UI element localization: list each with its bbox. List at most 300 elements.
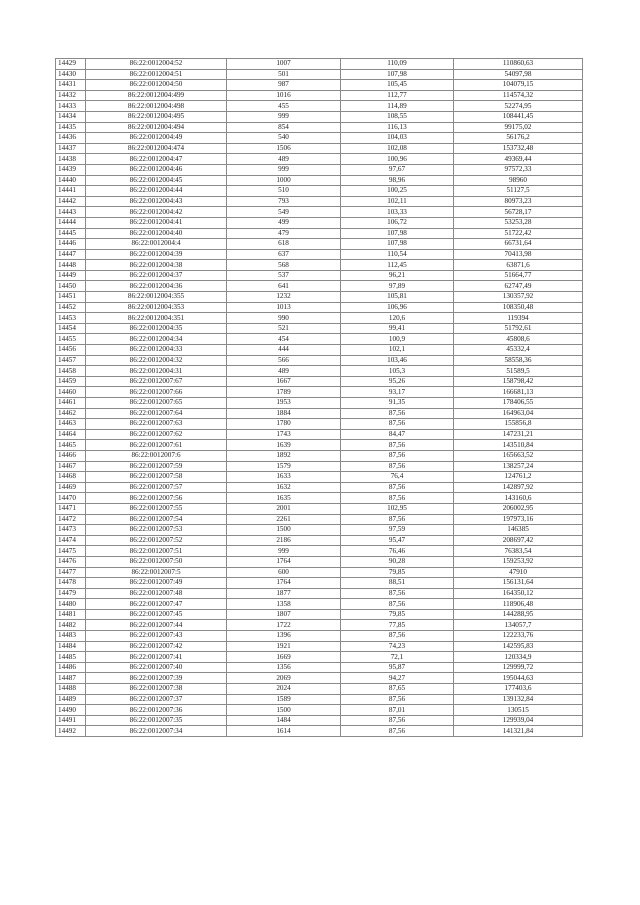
row-number-cell: 14469	[56, 482, 86, 493]
cadastral-number-cell: 86:22:0012007:43	[86, 631, 227, 642]
rate-cell: 93,17	[341, 387, 454, 398]
value-cell: 139132,84	[454, 694, 583, 705]
value-cell: 141321,84	[454, 726, 583, 737]
row-number-cell: 14435	[56, 122, 86, 133]
rate-cell: 87,56	[341, 461, 454, 472]
area-cell: 489	[227, 366, 341, 377]
cadastral-number-cell: 86:22:0012004:498	[86, 101, 227, 112]
table-row	[56, 599, 583, 610]
cadastral-number-cell: 86:22:0012007:65	[86, 398, 227, 409]
cadastral-number-cell: 86:22:0012004:494	[86, 122, 227, 133]
area-cell: 1579	[227, 461, 341, 472]
rate-cell: 84,47	[341, 429, 454, 440]
area-cell: 999	[227, 546, 341, 557]
row-number-cell: 14437	[56, 143, 86, 154]
rate-cell: 114,89	[341, 101, 454, 112]
table-row	[56, 694, 583, 705]
area-cell: 1789	[227, 387, 341, 398]
rate-cell: 72,1	[341, 652, 454, 663]
rate-cell: 106,72	[341, 217, 454, 228]
row-number-cell: 14474	[56, 535, 86, 546]
value-cell: 51792,61	[454, 323, 583, 334]
row-number-cell: 14480	[56, 599, 86, 610]
cadastral-number-cell: 86:22:0012004:37	[86, 270, 227, 281]
row-number-cell: 14478	[56, 578, 86, 589]
area-cell: 1764	[227, 556, 341, 567]
table-row	[56, 461, 583, 472]
rate-cell: 116,13	[341, 122, 454, 133]
cadastral-number-cell: 86:22:0012004:33	[86, 345, 227, 356]
cadastral-number-cell: 86:22:0012004:38	[86, 260, 227, 271]
value-cell: 195044,63	[454, 673, 583, 684]
area-cell: 444	[227, 345, 341, 356]
rate-cell: 95,26	[341, 376, 454, 387]
table-row	[56, 143, 583, 154]
table-row	[56, 101, 583, 112]
cadastral-number-cell: 86:22:0012007:48	[86, 588, 227, 599]
rate-cell: 120,6	[341, 313, 454, 324]
value-cell: 124761,2	[454, 472, 583, 483]
value-cell: 52274,95	[454, 101, 583, 112]
cadastral-number-cell: 86:22:0012004:39	[86, 249, 227, 260]
cadastral-number-cell: 86:22:0012007:41	[86, 652, 227, 663]
value-cell: 164350,12	[454, 588, 583, 599]
table-row	[56, 578, 583, 589]
table-row	[56, 260, 583, 271]
row-number-cell: 14491	[56, 715, 86, 726]
area-cell: 1007	[227, 59, 341, 70]
rate-cell: 99,41	[341, 323, 454, 334]
row-number-cell: 14457	[56, 355, 86, 366]
table-row	[56, 313, 583, 324]
row-number-cell: 14443	[56, 207, 86, 218]
area-cell: 1764	[227, 578, 341, 589]
value-cell: 62747,49	[454, 281, 583, 292]
cadastral-number-cell: 86:22:0012007:66	[86, 387, 227, 398]
rate-cell: 91,35	[341, 398, 454, 409]
area-cell: 1484	[227, 715, 341, 726]
value-cell: 51664,77	[454, 270, 583, 281]
cadastral-number-cell: 86:22:0012007:62	[86, 429, 227, 440]
cadastral-number-cell: 86:22:0012004:351	[86, 313, 227, 324]
rate-cell: 100,9	[341, 334, 454, 345]
rate-cell: 108,55	[341, 111, 454, 122]
row-number-cell: 14470	[56, 493, 86, 504]
cadastral-number-cell: 86:22:0012004:34	[86, 334, 227, 345]
table-row	[56, 80, 583, 91]
cadastral-number-cell: 86:22:0012007:54	[86, 514, 227, 525]
row-number-cell: 14482	[56, 620, 86, 631]
rate-cell: 87,56	[341, 631, 454, 642]
cadastral-number-cell: 86:22:0012007:52	[86, 535, 227, 546]
value-cell: 206002,95	[454, 503, 583, 514]
cadastral-number-cell: 86:22:0012004:43	[86, 196, 227, 207]
rate-cell: 87,56	[341, 419, 454, 430]
area-cell: 2024	[227, 684, 341, 695]
rate-cell: 94,27	[341, 673, 454, 684]
value-cell: 142897,92	[454, 482, 583, 493]
rate-cell: 104,03	[341, 133, 454, 144]
table-row	[56, 503, 583, 514]
row-number-cell: 14433	[56, 101, 86, 112]
value-cell: 197973,16	[454, 514, 583, 525]
area-cell: 1633	[227, 472, 341, 483]
cadastral-number-cell: 86:22:0012007:55	[86, 503, 227, 514]
row-number-cell: 14460	[56, 387, 86, 398]
value-cell: 70413,98	[454, 249, 583, 260]
value-cell: 45808,6	[454, 334, 583, 345]
row-number-cell: 14473	[56, 525, 86, 536]
row-number-cell: 14438	[56, 154, 86, 165]
value-cell: 56176,2	[454, 133, 583, 144]
cadastral-number-cell: 86:22:0012004:40	[86, 228, 227, 239]
rate-cell: 107,98	[341, 239, 454, 250]
table-row	[56, 196, 583, 207]
table-row	[56, 609, 583, 620]
area-cell: 1743	[227, 429, 341, 440]
value-cell: 156131,64	[454, 578, 583, 589]
cadastral-number-cell: 86:22:0012004:355	[86, 292, 227, 303]
value-cell: 166681,13	[454, 387, 583, 398]
area-cell: 1500	[227, 705, 341, 716]
value-cell: 208697,42	[454, 535, 583, 546]
cadastral-number-cell: 86:22:0012007:49	[86, 578, 227, 589]
rate-cell: 102,1	[341, 345, 454, 356]
area-cell: 540	[227, 133, 341, 144]
area-cell: 990	[227, 313, 341, 324]
row-number-cell: 14430	[56, 69, 86, 80]
row-number-cell: 14448	[56, 260, 86, 271]
cadastral-number-cell: 86:22:0012007:50	[86, 556, 227, 567]
area-cell: 641	[227, 281, 341, 292]
row-number-cell: 14459	[56, 376, 86, 387]
area-cell: 489	[227, 154, 341, 165]
value-cell: 142595,83	[454, 641, 583, 652]
cadastral-number-cell: 86:22:0012007:47	[86, 599, 227, 610]
area-cell: 1669	[227, 652, 341, 663]
rate-cell: 110,54	[341, 249, 454, 260]
value-cell: 130357,92	[454, 292, 583, 303]
value-cell: 104079,15	[454, 80, 583, 91]
value-cell: 53253,28	[454, 217, 583, 228]
row-number-cell: 14456	[56, 345, 86, 356]
row-number-cell: 14472	[56, 514, 86, 525]
table-row	[56, 493, 583, 504]
value-cell: 129999,72	[454, 662, 583, 673]
row-number-cell: 14462	[56, 408, 86, 419]
row-number-cell: 14461	[56, 398, 86, 409]
cadastral-number-cell: 86:22:0012007:34	[86, 726, 227, 737]
value-cell: 144288,95	[454, 609, 583, 620]
rate-cell: 102,08	[341, 143, 454, 154]
area-cell: 999	[227, 111, 341, 122]
value-cell: 110860,63	[454, 59, 583, 70]
table-row	[56, 705, 583, 716]
area-cell: 1877	[227, 588, 341, 599]
area-cell: 1892	[227, 450, 341, 461]
table-row	[56, 726, 583, 737]
rate-cell: 87,56	[341, 493, 454, 504]
row-number-cell: 14488	[56, 684, 86, 695]
rate-cell: 102,11	[341, 196, 454, 207]
table-row	[56, 59, 583, 70]
cadastral-number-cell: 86:22:0012004:46	[86, 164, 227, 175]
area-cell: 1722	[227, 620, 341, 631]
row-number-cell: 14432	[56, 90, 86, 101]
rate-cell: 105,45	[341, 80, 454, 91]
row-number-cell: 14446	[56, 239, 86, 250]
rate-cell: 87,56	[341, 599, 454, 610]
area-cell: 2186	[227, 535, 341, 546]
rate-cell: 107,98	[341, 228, 454, 239]
cadastral-number-cell: 86:22:0012004:4	[86, 239, 227, 250]
value-cell: 108441,45	[454, 111, 583, 122]
table-row	[56, 154, 583, 165]
table-row	[56, 175, 583, 186]
area-cell: 637	[227, 249, 341, 260]
row-number-cell: 14444	[56, 217, 86, 228]
row-number-cell: 14451	[56, 292, 86, 303]
value-cell: 76383,54	[454, 546, 583, 557]
value-cell: 178406,55	[454, 398, 583, 409]
value-cell: 134057,7	[454, 620, 583, 631]
cadastral-number-cell: 86:22:0012004:45	[86, 175, 227, 186]
rate-cell: 87,56	[341, 440, 454, 451]
rate-cell: 107,98	[341, 69, 454, 80]
cadastral-number-cell: 86:22:0012004:36	[86, 281, 227, 292]
cadastral-number-cell: 86:22:0012004:41	[86, 217, 227, 228]
table-row	[56, 90, 583, 101]
area-cell: 1358	[227, 599, 341, 610]
value-cell: 147231,21	[454, 429, 583, 440]
rate-cell: 87,56	[341, 408, 454, 419]
table-row	[56, 429, 583, 440]
value-cell: 130515	[454, 705, 583, 716]
value-cell: 118906,48	[454, 599, 583, 610]
cadastral-number-cell: 86:22:0012007:67	[86, 376, 227, 387]
area-cell: 1780	[227, 419, 341, 430]
area-cell: 1589	[227, 694, 341, 705]
rate-cell: 88,51	[341, 578, 454, 589]
value-cell: 122233,76	[454, 631, 583, 642]
table-row	[56, 631, 583, 642]
row-number-cell: 14440	[56, 175, 86, 186]
area-cell: 1396	[227, 631, 341, 642]
table-row	[56, 164, 583, 175]
value-cell: 51722,42	[454, 228, 583, 239]
cadastral-number-cell: 86:22:0012004:50	[86, 80, 227, 91]
value-cell: 99175,02	[454, 122, 583, 133]
value-cell: 114574,32	[454, 90, 583, 101]
table-row	[56, 122, 583, 133]
cadastral-number-cell: 86:22:0012007:38	[86, 684, 227, 695]
area-cell: 455	[227, 101, 341, 112]
row-number-cell: 14464	[56, 429, 86, 440]
cadastral-number-cell: 86:22:0012007:36	[86, 705, 227, 716]
table-row	[56, 334, 583, 345]
area-cell: 501	[227, 69, 341, 80]
rate-cell: 100,25	[341, 186, 454, 197]
value-cell: 58558,36	[454, 355, 583, 366]
cadastral-number-cell: 86:22:0012004:49	[86, 133, 227, 144]
row-number-cell: 14466	[56, 450, 86, 461]
area-cell: 600	[227, 567, 341, 578]
rate-cell: 102,95	[341, 503, 454, 514]
table-row	[56, 111, 583, 122]
area-cell: 521	[227, 323, 341, 334]
row-number-cell: 14483	[56, 631, 86, 642]
rate-cell: 112,77	[341, 90, 454, 101]
table-row	[56, 641, 583, 652]
cadastral-number-cell: 86:22:0012007:64	[86, 408, 227, 419]
row-number-cell: 14439	[56, 164, 86, 175]
rate-cell: 87,56	[341, 715, 454, 726]
row-number-cell: 14489	[56, 694, 86, 705]
rate-cell: 87,56	[341, 588, 454, 599]
row-number-cell: 14490	[56, 705, 86, 716]
cadastral-data-table	[55, 58, 583, 737]
rate-cell: 110,09	[341, 59, 454, 70]
table-row	[56, 620, 583, 631]
row-number-cell: 14454	[56, 323, 86, 334]
table-row	[56, 684, 583, 695]
table-row	[56, 323, 583, 334]
cadastral-number-cell: 86:22:0012004:52	[86, 59, 227, 70]
row-number-cell: 14486	[56, 662, 86, 673]
rate-cell: 97,67	[341, 164, 454, 175]
table-row	[56, 440, 583, 451]
area-cell: 454	[227, 334, 341, 345]
rate-cell: 103,46	[341, 355, 454, 366]
cadastral-number-cell: 86:22:0012007:42	[86, 641, 227, 652]
value-cell: 146385	[454, 525, 583, 536]
row-number-cell: 14455	[56, 334, 86, 345]
cadastral-number-cell: 86:22:0012004:51	[86, 69, 227, 80]
row-number-cell: 14452	[56, 302, 86, 313]
rate-cell: 98,96	[341, 175, 454, 186]
area-cell: 854	[227, 122, 341, 133]
cadastral-number-cell: 86:22:0012004:353	[86, 302, 227, 313]
table-row	[56, 525, 583, 536]
area-cell: 1000	[227, 175, 341, 186]
cadastral-number-cell: 86:22:0012007:63	[86, 419, 227, 430]
table-row	[56, 355, 583, 366]
table-body	[56, 59, 583, 737]
cadastral-number-cell: 86:22:0012007:40	[86, 662, 227, 673]
area-cell: 987	[227, 80, 341, 91]
row-number-cell: 14458	[56, 366, 86, 377]
table-row	[56, 186, 583, 197]
cadastral-number-cell: 86:22:0012007:5	[86, 567, 227, 578]
value-cell: 129939,04	[454, 715, 583, 726]
cadastral-number-cell: 86:22:0012004:495	[86, 111, 227, 122]
table-row	[56, 535, 583, 546]
rate-cell: 96,21	[341, 270, 454, 281]
table-row	[56, 662, 583, 673]
table-row	[56, 292, 583, 303]
row-number-cell: 14485	[56, 652, 86, 663]
table-row	[56, 408, 583, 419]
rate-cell: 87,56	[341, 726, 454, 737]
area-cell: 2001	[227, 503, 341, 514]
value-cell: 63871,6	[454, 260, 583, 271]
cadastral-number-cell: 86:22:0012007:51	[86, 546, 227, 557]
area-cell: 1667	[227, 376, 341, 387]
value-cell: 165663,52	[454, 450, 583, 461]
cadastral-number-cell: 86:22:0012007:53	[86, 525, 227, 536]
cadastral-number-cell: 86:22:0012007:58	[86, 472, 227, 483]
table-row	[56, 69, 583, 80]
area-cell: 537	[227, 270, 341, 281]
cadastral-number-cell: 86:22:0012007:44	[86, 620, 227, 631]
cadastral-number-cell: 86:22:0012007:6	[86, 450, 227, 461]
area-cell: 999	[227, 164, 341, 175]
row-number-cell: 14471	[56, 503, 86, 514]
row-number-cell: 14475	[56, 546, 86, 557]
row-number-cell: 14445	[56, 228, 86, 239]
area-cell: 1953	[227, 398, 341, 409]
value-cell: 119394	[454, 313, 583, 324]
table-row	[56, 387, 583, 398]
row-number-cell: 14436	[56, 133, 86, 144]
value-cell: 49369,44	[454, 154, 583, 165]
area-cell: 1614	[227, 726, 341, 737]
cadastral-number-cell: 86:22:0012004:499	[86, 90, 227, 101]
row-number-cell: 14434	[56, 111, 86, 122]
table-row	[56, 556, 583, 567]
table-row	[56, 345, 583, 356]
area-cell: 1807	[227, 609, 341, 620]
area-cell: 1016	[227, 90, 341, 101]
area-cell: 1639	[227, 440, 341, 451]
cadastral-number-cell: 86:22:0012004:42	[86, 207, 227, 218]
value-cell: 159253,92	[454, 556, 583, 567]
rate-cell: 77,85	[341, 620, 454, 631]
area-cell: 2261	[227, 514, 341, 525]
table-row	[56, 217, 583, 228]
table-row	[56, 482, 583, 493]
value-cell: 80973,23	[454, 196, 583, 207]
area-cell: 2069	[227, 673, 341, 684]
area-cell: 1921	[227, 641, 341, 652]
rate-cell: 97,89	[341, 281, 454, 292]
value-cell: 143160,6	[454, 493, 583, 504]
area-cell: 1632	[227, 482, 341, 493]
rate-cell: 105,3	[341, 366, 454, 377]
rate-cell: 112,45	[341, 260, 454, 271]
cadastral-number-cell: 86:22:0012004:47	[86, 154, 227, 165]
rate-cell: 103,33	[341, 207, 454, 218]
row-number-cell: 14465	[56, 440, 86, 451]
rate-cell: 87,01	[341, 705, 454, 716]
value-cell: 45332,4	[454, 345, 583, 356]
value-cell: 143510,84	[454, 440, 583, 451]
table-row	[56, 133, 583, 144]
value-cell: 97572,33	[454, 164, 583, 175]
value-cell: 66731,64	[454, 239, 583, 250]
cadastral-number-cell: 86:22:0012007:35	[86, 715, 227, 726]
row-number-cell: 14463	[56, 419, 86, 430]
cadastral-number-cell: 86:22:0012004:32	[86, 355, 227, 366]
rate-cell: 100,96	[341, 154, 454, 165]
row-number-cell: 14442	[56, 196, 86, 207]
row-number-cell: 14492	[56, 726, 86, 737]
rate-cell: 79,85	[341, 567, 454, 578]
table-row	[56, 588, 583, 599]
table-row	[56, 249, 583, 260]
area-cell: 793	[227, 196, 341, 207]
area-cell: 499	[227, 217, 341, 228]
